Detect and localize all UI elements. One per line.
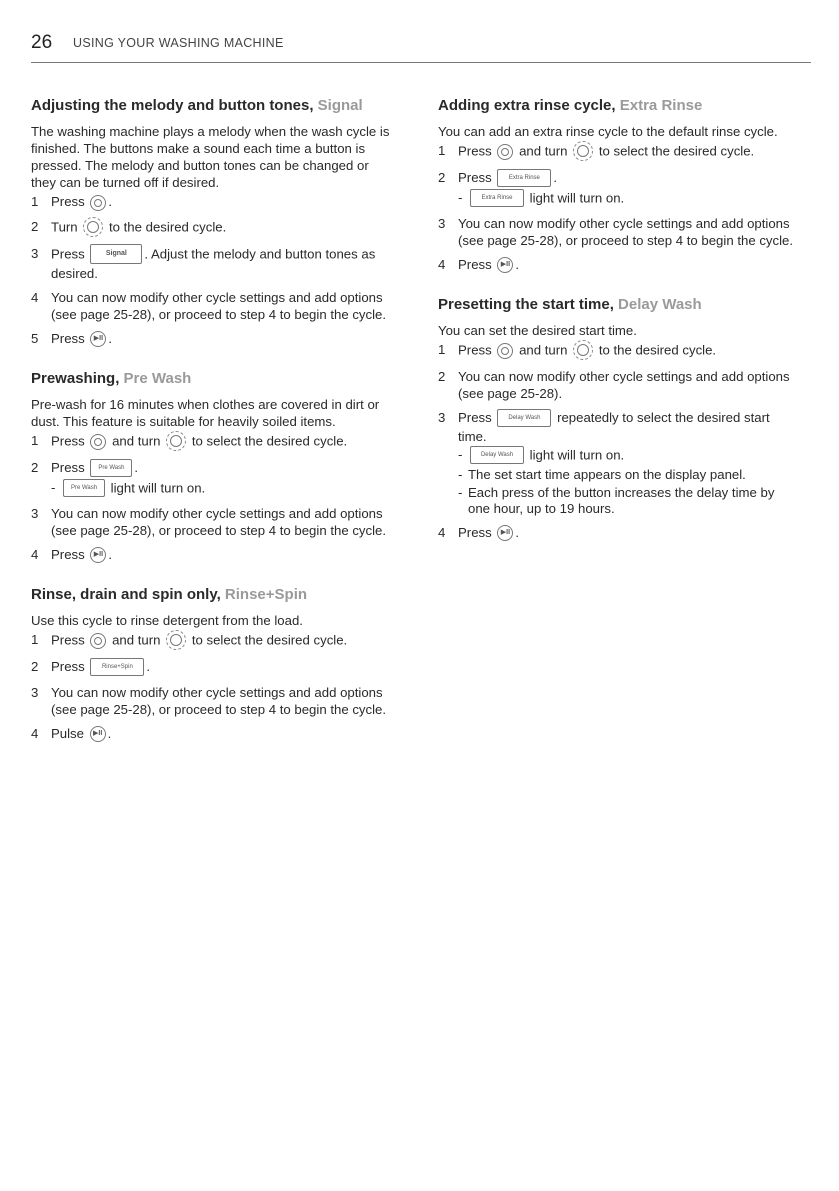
start-pause-icon: ▶II bbox=[90, 331, 106, 347]
extra-rinse-step-1: 1 Press and turn to select the desired cycle. bbox=[438, 142, 800, 162]
extra-rinse-step-2: 2 Press Extra Rinse . - Extra Rinse light will turn on. bbox=[438, 169, 800, 208]
signal-step-4: 4 You can now modify other cycle settings and add options (see page 25-28), or proceed to step 4 to begin the cycle. bbox=[31, 289, 387, 322]
feature-name: Pre Wash bbox=[123, 370, 192, 388]
signal-heading: Adjusting the melody and button tones, Signal bbox=[31, 97, 363, 114]
rinse-spin-button-icon: Rinse+Spin bbox=[90, 658, 144, 676]
rinse-spin-intro: Use this cycle to rinse detergent from the load. bbox=[31, 613, 303, 629]
extra-rinse-button-icon: Extra Rinse bbox=[497, 169, 551, 187]
delay-wash-section bbox=[438, 295, 800, 541]
pre-wash-button-icon: Pre Wash bbox=[90, 459, 132, 477]
dial-icon bbox=[573, 340, 593, 360]
pre-wash-button-icon: Pre Wash bbox=[63, 479, 105, 497]
extra-rinse-heading: Adding extra rinse cycle, Extra Rinse bbox=[438, 97, 703, 114]
delay-wash-button-icon: Delay Wash bbox=[497, 409, 551, 427]
signal-step-2: 2 Turn to the desired cycle. bbox=[31, 218, 393, 238]
signal-step-5: 5 Press ▶II . bbox=[31, 330, 113, 346]
feature-name: Signal bbox=[317, 97, 363, 114]
start-pause-icon: ▶II bbox=[497, 257, 513, 273]
rinse-spin-heading: Rinse, drain and spin only, Rinse+Spin bbox=[31, 586, 308, 604]
dial-icon bbox=[166, 431, 186, 451]
power-icon bbox=[497, 343, 513, 359]
delay-wash-button-icon: Delay Wash bbox=[470, 446, 524, 464]
rinse-spin-step-1: 1 Press and turn to select the desired cycle. bbox=[31, 631, 393, 651]
left-column bbox=[31, 96, 393, 764]
delay-wash-intro: You can set the desired start time. bbox=[438, 323, 637, 339]
right-column bbox=[438, 96, 800, 563]
rinse-spin-step-4: 4 Pulse ▶II . bbox=[31, 725, 112, 741]
extra-rinse-intro: You can add an extra rinse cycle to the default rinse cycle. bbox=[438, 124, 778, 139]
page-header bbox=[31, 32, 811, 63]
delay-wash-step-2: 2 You can now modify other cycle settings and add options (see page 25-28). bbox=[438, 369, 790, 402]
extra-rinse-step-3: 3 You can now modify other cycle settings and add options (see page 25-28), or proceed to step 4 to begin the cycle. bbox=[438, 215, 794, 248]
dial-icon bbox=[573, 141, 593, 161]
delay-wash-step-4: 4 Press ▶II . bbox=[438, 524, 520, 540]
prewash-step-1: 1 Press and turn to select the desired cycle. bbox=[31, 432, 393, 452]
rinse-spin-step-2: 2 Press Rinse+Spin . bbox=[31, 659, 151, 675]
signal-step-3: 3 Press Signal . Adjust the melody and button tones as desired. bbox=[31, 245, 376, 281]
start-pause-icon: ▶II bbox=[497, 525, 513, 541]
prewash-section bbox=[31, 369, 393, 563]
signal-step-1: 1 Press . bbox=[31, 194, 113, 209]
extra-rinse-step-4: 4 Press ▶II . bbox=[438, 256, 520, 272]
prewash-light-note: - Pre Wash light will turn on. bbox=[51, 479, 206, 496]
delay-wash-step-1: 1 Press and turn to the desired cycle. bbox=[438, 341, 800, 361]
delay-wash-increment-note: - Each press of the button increases the delay time by one hour, up to 19 hours. bbox=[458, 484, 775, 516]
signal-section bbox=[31, 96, 393, 347]
feature-name: Extra Rinse bbox=[619, 97, 703, 114]
signal-intro: The washing machine plays a melody when the wash cycle is finished. The buttons make a sound each time a button is pressed. The melody and button tones can be changed or they can be turned off if desired. bbox=[31, 124, 390, 190]
power-icon bbox=[90, 434, 106, 450]
dial-icon bbox=[166, 630, 186, 650]
extra-rinse-light-note: - Extra Rinse light will turn on. bbox=[458, 189, 625, 205]
prewash-step-2: 2 Press Pre Wash . - Pre Wash light will turn on. bbox=[31, 459, 393, 498]
start-pause-icon: ▶II bbox=[90, 726, 106, 742]
delay-wash-heading: Presetting the start time, Delay Wash bbox=[438, 296, 702, 314]
prewash-step-3: 3 You can now modify other cycle settings and add options (see page 25-28), or proceed to step 4 to begin the cycle. bbox=[31, 505, 387, 538]
power-icon bbox=[497, 144, 513, 160]
dial-icon bbox=[83, 217, 103, 237]
prewash-intro: Pre-wash for 16 minutes when clothes are covered in dirt or dust. This feature is suitable for heavily soiled items. bbox=[31, 397, 380, 430]
feature-name: Rinse+Spin bbox=[224, 586, 308, 604]
rinse-spin-step-3: 3 You can now modify other cycle settings and add options (see page 25-28), or proceed to step 4 to begin the cycle. bbox=[31, 684, 387, 717]
signal-button-icon: Signal bbox=[90, 244, 142, 264]
delay-wash-step-3: 3 Press Delay Wash repeatedly to select the desired start time. - Delay Wash light will turn on. - The set start time appears on the display panel. - Each press of the button increases the delay time by one hour, up to 19 hours. bbox=[438, 409, 800, 517]
prewash-heading: Prewashing, Pre Wash bbox=[31, 370, 192, 388]
start-pause-icon: ▶II bbox=[90, 547, 106, 563]
power-icon bbox=[90, 633, 106, 649]
extra-rinse-button-icon: Extra Rinse bbox=[470, 189, 524, 207]
extra-rinse-section bbox=[438, 96, 800, 273]
section-title: USING YOUR WASHING MACHINE bbox=[73, 36, 284, 50]
delay-wash-light-note: - Delay Wash light will turn on. bbox=[458, 446, 625, 463]
prewash-step-4: 4 Press ▶II . bbox=[31, 546, 113, 562]
power-icon bbox=[90, 195, 106, 211]
delay-wash-display-note: - The set start time appears on the display panel. bbox=[458, 466, 746, 482]
feature-name: Delay Wash bbox=[618, 296, 702, 314]
page-number: 26 bbox=[31, 32, 53, 53]
rinse-spin-section bbox=[31, 585, 393, 742]
